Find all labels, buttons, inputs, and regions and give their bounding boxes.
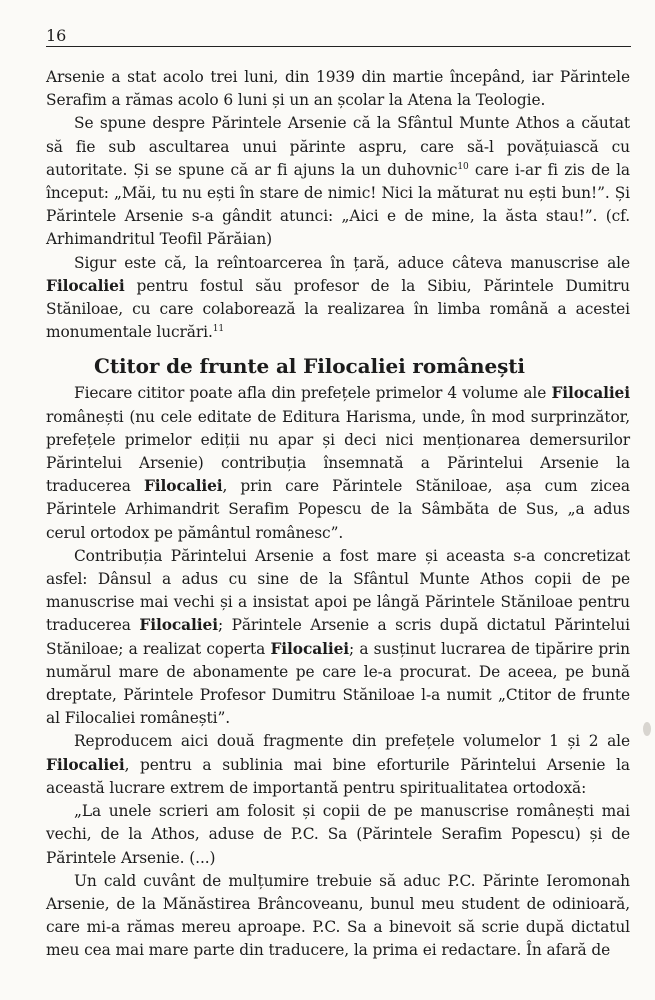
paragraph-6: Reproducem aici două fragmente din prefețele volumelor 1 și 2 ale Filocaliei, pentru a sublinia mai bine eforturile Părintelui Arsenie la această lucrare extrem de importantă pentru spiritualitatea ortodoxă: <box>46 732 630 797</box>
section-title: Ctitor de frunte al Filocaliei românești <box>94 354 525 379</box>
paragraph-5: Contribuția Părintelui Arsenie a fost mare și aceasta s-a concretizat asfel: Dânsul a adus cu sine de la Sfântul Munte Athos copii de pe manuscrise mai vechi și a insistat apoi pe lângă Părintele Stăniloae pentru traducerea Filocaliei; Părintele Arsenie a scris după dictatul Părintelui Stăniloae; a realizat coperta Filocaliei; a susținut lucrarea de tipărire prin numărul mare de abonamente pe care le-a procurat. De aceea, pe bună dreptate, Părintele Profesor Dumitru Stăniloae l-a numit „Ctitor de frunte al Filocaliei românești”. <box>46 546 630 728</box>
paragraph-3: Sigur este că, la reîntoarcerea în țară, aduce câteva manuscrise ale Filocaliei pentru fostul său profesor de la Sibiu, Părintele Dumitru Stăniloae, cu care colaborează la realizarea în limba română a acestei monumentale lucrări.$^{11}$ <box>46 253 630 342</box>
page-number: 16 <box>46 26 67 45</box>
emphasis-filocaliei: Filocaliei <box>143 477 223 496</box>
footnote-marker-11: 11 <box>212 324 225 335</box>
scan-mark <box>643 722 651 736</box>
emphasis-filocaliei: Filocaliei <box>139 616 218 635</box>
paragraph-1: Arsenie a stat acolo trei luni, din 1939 din martie începând, iar Părintele Serafim a rămas acolo 6 luni și un an școlar la Atena la Teologie. <box>46 68 630 110</box>
quote-paragraph-2: Un cald cuvânt de mulțumire trebuie să aduc P.C. Părinte Ieromonah Arsenie, de la Mănăstirea Brâncoveanu, bunul meu student de odinioară, care mi-a rămas mereu aproape. P.C. Sa a binevoit să scrie după dictatul meu cea mai mare parte din traducere, la prima ei redactare. În afară de <box>46 871 630 960</box>
emphasis-filocaliei: Filocaliei <box>46 755 125 774</box>
quote-paragraph-1: „La unele scrieri am folosit și copii de pe manuscrise românești mai vechi, de la Athos, aduse de P.C. Sa (Părintele Serafim Popescu) și de Părintele Arsenie. (...) <box>46 802 630 867</box>
paragraph-2: Se spune despre Părintele Arsenie că la Sfântul Munte Athos a căutat să fie sub ascultarea unui părinte aspru, care să-l povățuiască cu autoritate. Și se spune că ar fi ajuns la un duhovnic$^{10}$ care i-ar fi zis de la început: „Măi, tu nu ești în stare de nimic! Nici la măturat nu ești bun!”. Și Părintele Arsenie s-a gândit atunci: „Aici e de mine, la ăsta stau!”. (cf. Arhimandritul Teofil Părăian) <box>46 114 630 249</box>
page-body <box>46 66 630 963</box>
page-header <box>46 24 631 47</box>
emphasis-filocaliei: Filocaliei <box>551 384 630 403</box>
emphasis-filocaliei: Filocaliei <box>270 639 350 658</box>
footnote-marker-10: 10 <box>457 161 469 172</box>
emphasis-filocaliei: Filocaliei <box>46 276 125 295</box>
paragraph-4: Fiecare cititor poate afla din prefețele primelor 4 volume ale Filocaliei românești (nu cele editate de Editura Harisma, unde, în mod surprinzător, prefețele primelor ediții nu apar și deci nici menționarea demersurilor Părintelui Arsenie) contribuția însemnată a Părintelui Arsenie la traducerea Filocaliei, prin care Părintele Stăniloae, așa cum zicea Părintele Arhimandrit Serafim Popescu de la Sâmbăta de Sus, „a adus cerul ortodox pe pământul românesc”. <box>46 384 630 542</box>
